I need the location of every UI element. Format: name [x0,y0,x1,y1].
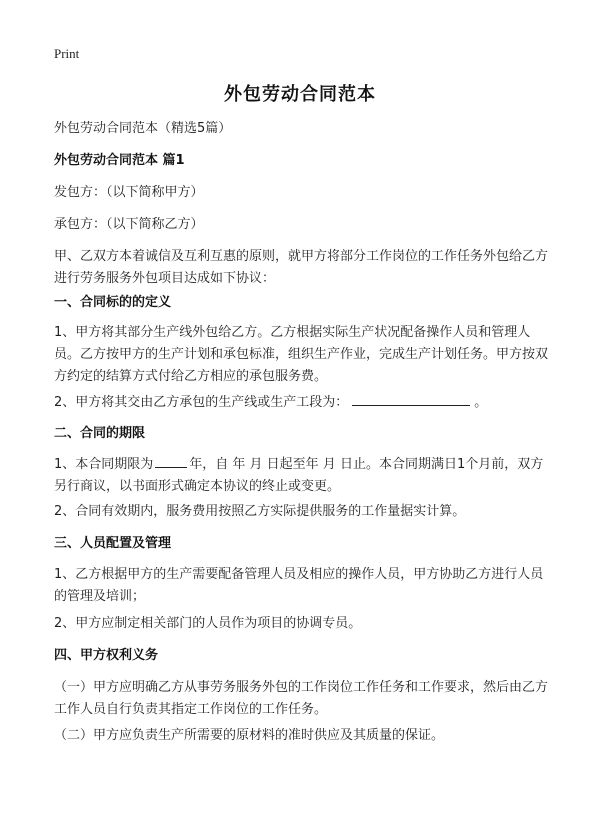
heading-4: 四、甲方权利义务 [54,648,159,663]
blank-line [352,391,470,406]
document-title: 外包劳动合同范本 [224,84,376,105]
section-title: 外包劳动合同范本 篇1 [54,153,185,168]
heading-3: 三、人员配置及管理 [54,536,172,551]
clause-4-2: （二）甲方应负责生产所需要的原材料的准时供应及其质量的保证。 [54,728,445,743]
clause-1-2-end: 。 [474,395,488,410]
clause-3-2: 2、甲方应制定相关部门的人员作为项目的协调专员。 [54,616,362,631]
heading-1: 一、合同标的的定义 [54,295,172,310]
blank-line [155,453,187,468]
clause-1-1: 1、甲方将其部分生产线外包给乙方。乙方根据实际生产状况配备操作人员和管理人员。乙方按甲方的生产计划和承包标准，组织生产作业，完成生产计划任务。甲方按双方约定的结算方式付给乙方相应的承包服务费。 [54,325,549,384]
heading-2: 二、合同的期限 [54,426,146,441]
intro-paragraph: 甲、乙双方本着诚信及互利互惠的原则，就甲方将部分工作岗位的工作任务外包给乙方进行劳务服务外包项目达成如下协议： [54,249,549,286]
clause-1-2 [54,391,554,414]
print-link[interactable]: Print [54,46,80,61]
clause-2-1-rest: 年，自 年 月 日起至年 月 日止。本合同期满日1个月前，双方另行商议，以书面形式确定本协议的终止或变更。 [54,457,544,494]
party-b-line: 承包方：（以下简称乙方） [54,217,204,232]
clause-2-1-text: 1、本合同期限为 [54,457,154,472]
clause-3-1: 1、乙方根据甲方的生产需要配备管理人员及相应的操作人员，甲方协助乙方进行人员的管理及培训； [54,567,544,604]
clause-2-2: 2、合同有效期内，服务费用按照乙方实际提供服务的工作量据实计算。 [54,504,466,519]
document-subtitle: 外包劳动合同范本（精选5篇） [54,121,232,136]
clause-2-1 [54,453,554,498]
clause-1-2-text: 2、甲方将其交由乙方承包的生产线或生产工段为： [54,395,349,410]
clause-4-1: （一）甲方应明确乙方从事劳务服务外包的工作岗位工作任务和工作要求，然后由乙方工作人员自行负责其指定工作岗位的工作任务。 [54,680,549,717]
party-a-line: 发包方：（以下简称甲方） [54,185,204,200]
